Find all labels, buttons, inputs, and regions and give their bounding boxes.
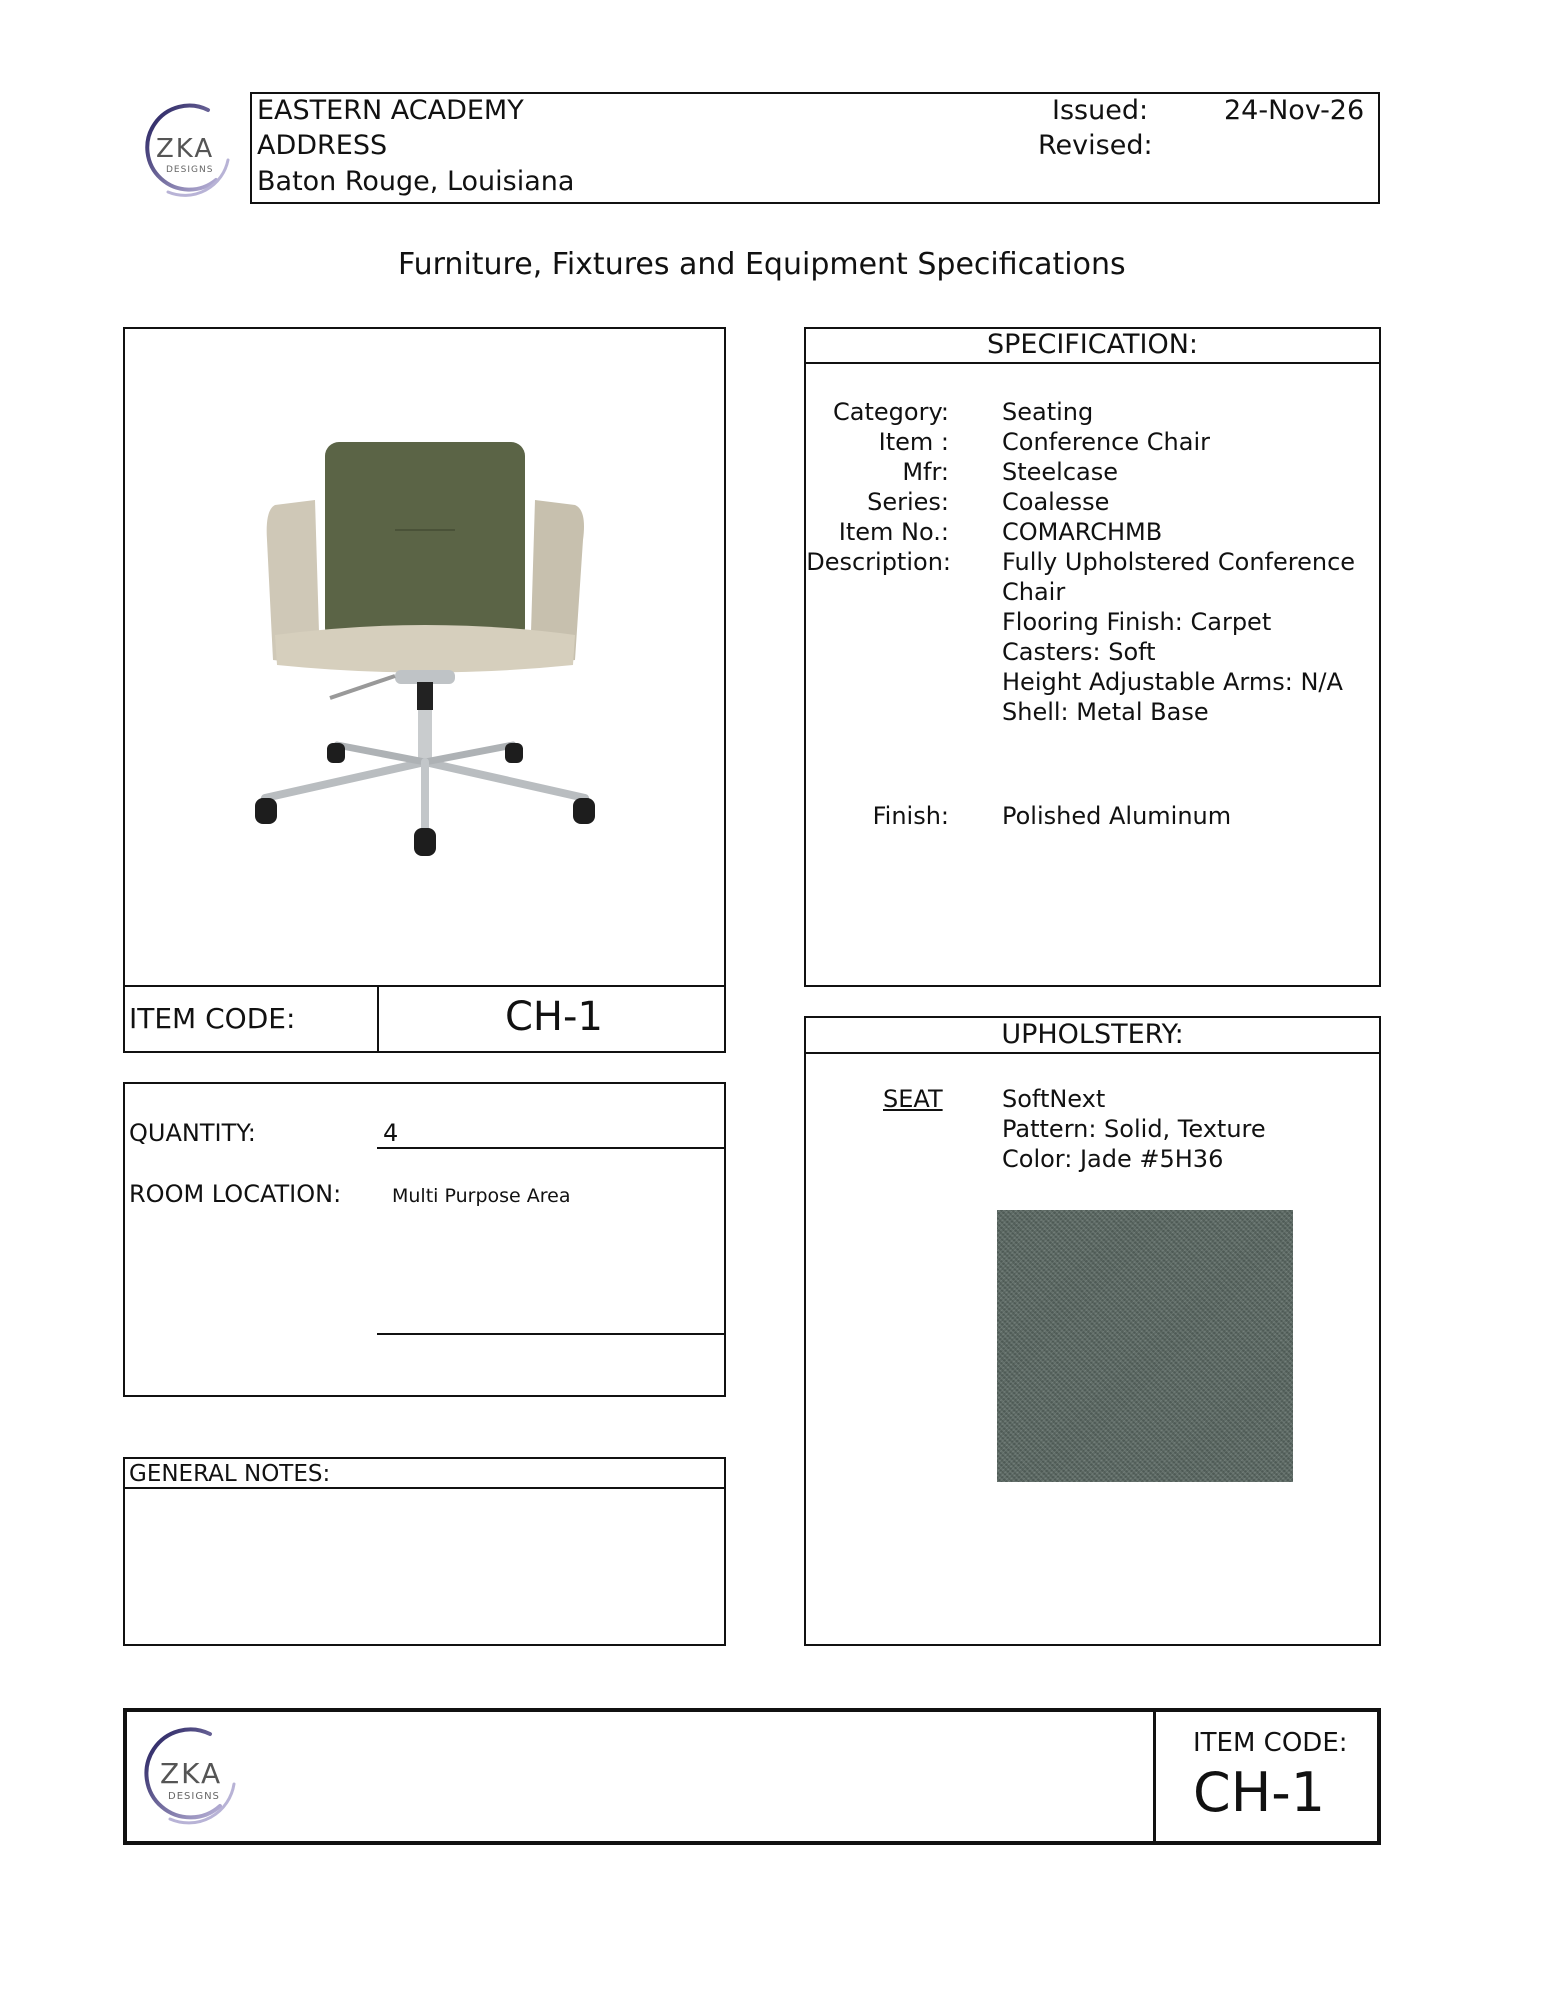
room-location-label: ROOM LOCATION:	[129, 1180, 342, 1208]
upholstery-line: Pattern: Solid, Texture	[1002, 1115, 1266, 1143]
description-line: Fully Upholstered Conference	[1002, 548, 1356, 576]
item-value: Conference Chair	[1002, 428, 1210, 456]
upholstery-title-divider	[804, 1052, 1381, 1054]
mfr-value: Steelcase	[1002, 458, 1119, 486]
finish-value: Polished Aluminum	[1002, 802, 1232, 830]
logo-letters: ZKA	[156, 134, 215, 164]
upholstery-line: SoftNext	[1002, 1085, 1106, 1113]
item-label: Item :	[878, 428, 949, 456]
quantity-label: QUANTITY:	[129, 1119, 256, 1147]
fabric-swatch	[997, 1210, 1293, 1482]
item-code-value: CH-1	[505, 994, 603, 1040]
header-logo	[138, 100, 238, 200]
issued-label: Issued:	[1052, 95, 1149, 126]
quantity-value: 4	[383, 1119, 399, 1147]
logo-subtitle: DESIGNS	[166, 165, 214, 175]
item-code-label: ITEM CODE:	[129, 1002, 296, 1035]
chair-image	[245, 430, 605, 870]
upholstery-title: UPHOLSTERY:	[1001, 1019, 1184, 1050]
description-line: Casters: Soft	[1002, 638, 1156, 666]
upholstery-line: Color: Jade #5H36	[1002, 1145, 1224, 1173]
description-label: Description:	[806, 548, 951, 576]
footer-item-code-label: ITEM CODE:	[1193, 1728, 1348, 1758]
category-value: Seating	[1002, 398, 1094, 426]
mfr-label: Mfr:	[902, 458, 949, 486]
description-line: Flooring Finish: Carpet	[1002, 608, 1272, 636]
description-line: Chair	[1002, 578, 1066, 606]
footer-logo	[140, 1722, 240, 1827]
specification-title: SPECIFICATION:	[986, 329, 1199, 360]
general-notes-label: GENERAL NOTES:	[129, 1461, 331, 1487]
specification-title-divider	[804, 362, 1381, 364]
item-number-value: COMARCHMB	[1002, 518, 1163, 546]
general-notes-divider	[123, 1487, 726, 1489]
description-line: Height Adjustable Arms: N/A	[1002, 668, 1343, 696]
item-number-label: Item No.:	[838, 518, 949, 546]
logo-letters: ZKA	[160, 1757, 223, 1790]
category-label: Category:	[833, 398, 949, 426]
project-city: Baton Rouge, Louisiana	[257, 166, 575, 197]
finish-label: Finish:	[872, 802, 949, 830]
footer-item-code-value: CH-1	[1193, 1761, 1326, 1824]
footer-divider	[1153, 1708, 1156, 1845]
revised-label: Revised:	[1038, 130, 1153, 161]
project-name: EASTERN ACADEMY	[257, 95, 524, 126]
seat-label: SEAT	[883, 1085, 943, 1113]
issued-date: 24-Nov-26	[1224, 95, 1365, 126]
description-line: Shell: Metal Base	[1002, 698, 1209, 726]
logo-subtitle: DESIGNS	[168, 1791, 220, 1802]
series-label: Series:	[867, 488, 949, 516]
series-value: Coalesse	[1002, 488, 1110, 516]
room-underline	[377, 1333, 725, 1335]
room-location-value: Multi Purpose Area	[392, 1185, 571, 1207]
item-code-divider	[377, 985, 379, 1053]
project-address: ADDRESS	[257, 130, 388, 161]
quantity-underline	[377, 1147, 725, 1149]
page-title: Furniture, Fixtures and Equipment Specifications	[398, 247, 1126, 282]
